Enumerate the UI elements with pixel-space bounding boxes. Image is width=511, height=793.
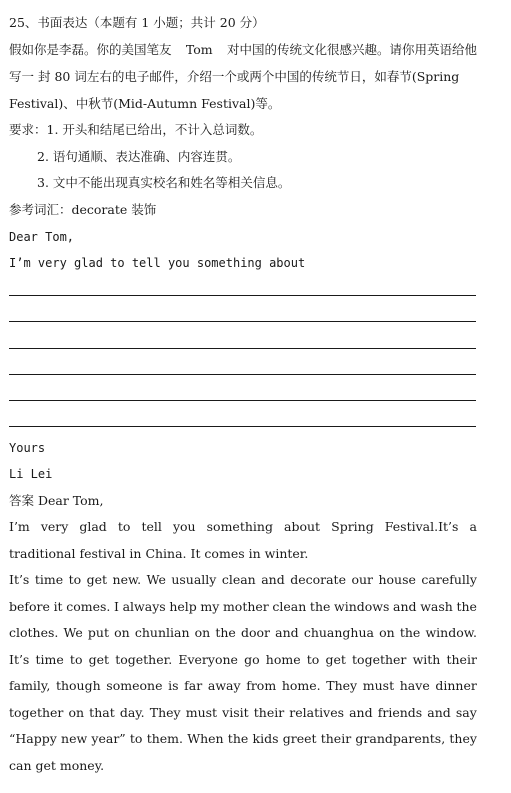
answer-line: together on that day. They must visit their relatives and friends and say (9, 705, 477, 720)
writing-line (9, 400, 476, 401)
question-title: 25、书面表达（本题有 1 小题；共计 20 分） (9, 15, 265, 30)
requirement-item: 3. 文中不能出现真实校名和姓名等相关信息。 (37, 175, 291, 190)
letter-greeting: Dear Tom, (9, 230, 75, 244)
requirement-item: 2. 语句通顺、表达准确、内容连贯。 (37, 149, 241, 164)
answer-label: 答案 Dear Tom, (9, 493, 104, 508)
letter-opening: I’m very glad to tell you something about (9, 256, 306, 270)
answer-line: family, though someone is far away from home. They must have dinner (9, 678, 477, 693)
letter-closing: Yours (9, 441, 46, 455)
writing-line (9, 426, 476, 427)
answer-line: before it comes. I always help my mother clean the windows and wash the (9, 599, 477, 614)
answer-line: can get money. (9, 758, 105, 773)
answer-line: clothes. We put on chunlian on the door and chuanghua on the window. (9, 625, 477, 640)
answer-line: traditional festival in China. It comes in winter. (9, 546, 309, 561)
vocab-hint: 参考词汇：decorate 装饰 (9, 202, 157, 217)
prompt-line: Festival)、中秋节(Mid-Autumn Festival)等。 (9, 96, 281, 111)
answer-line: It’s time to get new. We usually clean and decorate our house carefully (9, 572, 477, 587)
requirements-header: 要求：1. 开头和结尾已给出，不计入总词数。 (9, 122, 263, 137)
answer-line: It’s time to get together. Everyone go home to get together with their (9, 652, 477, 667)
writing-line (9, 374, 476, 375)
prompt-line: 写一 封 80 词左右的电子邮件，介绍一个或两个中国的传统节日，如春节(Spring (9, 69, 460, 84)
letter-signature: Li Lei (9, 467, 53, 481)
answer-line: I’m very glad to tell you something about Spring Festival.It’s a (9, 519, 477, 534)
writing-line (9, 321, 476, 322)
writing-line (9, 348, 476, 349)
writing-line (9, 295, 476, 296)
answer-line: “Happy new year” to them. When the kids greet their grandparents, they (9, 731, 477, 746)
prompt-line: 假如你是李磊。你的美国笔友 Tom 对中国的传统文化很感兴趣。请你用英语给他 (9, 42, 477, 57)
